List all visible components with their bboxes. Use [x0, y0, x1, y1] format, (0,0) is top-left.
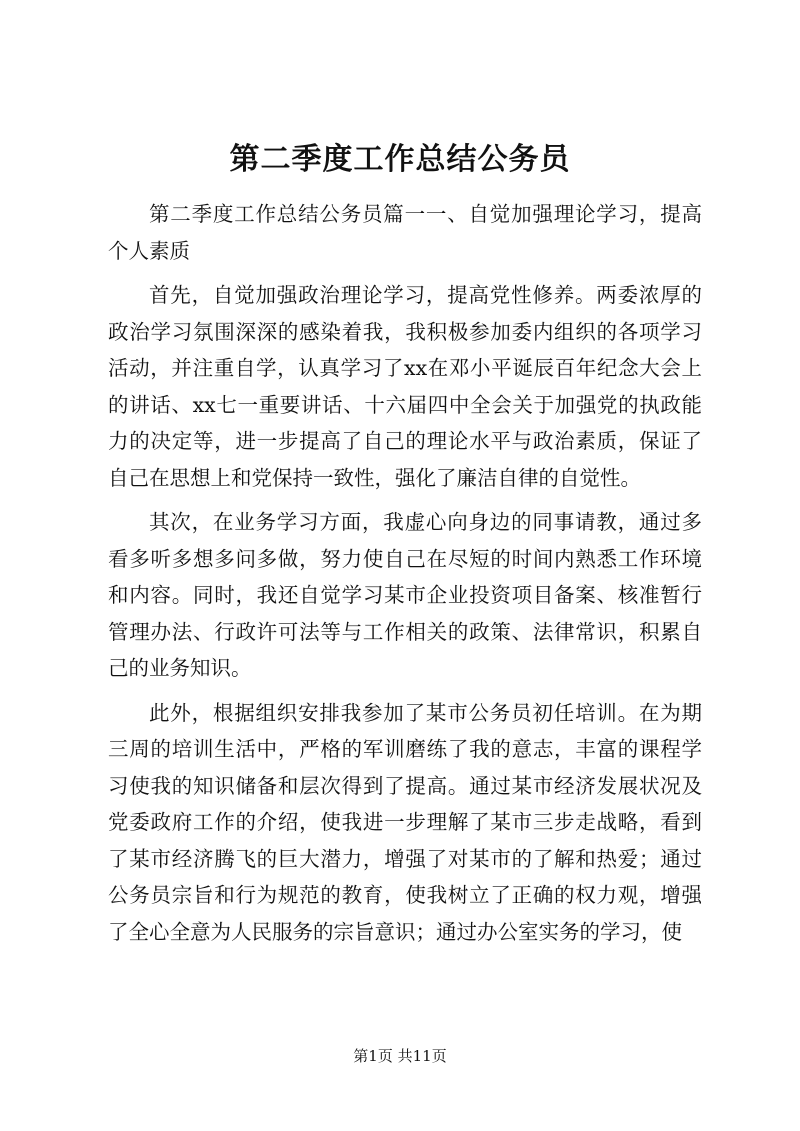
- paragraph-2: 首先，自觉加强政治理论学习，提高党性修养。两委浓厚的政治学习氛围深深的感染着我，我积极参加委内组织的各项学习活动，并注重自学，认真学习了xx在邓小平诞辰百年纪念大会上的讲话、xx七一重要讲话、十六届四中全会关于加强党的执政能力的决定等，进一步提高了自己的理论水平与政治素质，保证了自己在思想上和党保持一致性，强化了廉洁自律的自觉性。: [108, 283, 702, 490]
- paragraph-4: 此外，根据组织安排我参加了某市公务员初任培训。在为期三周的培训生活中，严格的军训磨练了我的意志，丰富的课程学习使我的知识储备和层次得到了提高。通过某市经济发展状况及党委政府工作的介绍，使我进一步理解了某市三步走战略，看到了某市经济腾飞的巨大潜力，增强了对某市的了解和热爱；通过公务员宗旨和行为规范的教育，使我树立了正确的权力观，增强了全心全意为人民服务的宗旨意识；通过办公室实务的学习，使: [108, 700, 702, 944]
- document-body: [108, 196, 702, 958]
- paragraph-3: 其次，在业务学习方面，我虚心向身边的同事请教，通过多看多听多想多问多做，努力使自己在尽短的时间内熟悉工作环境和内容。同时，我还自觉学习某市企业投资项目备案、核准暂行管理办法、行政许可法等与工作相关的政策、法律常识，积累自己的业务知识。: [108, 510, 702, 680]
- document-title: 第二季度工作总结公务员: [229, 142, 571, 177]
- paragraph-1: 第二季度工作总结公务员篇一一、自觉加强理论学习，提高个人素质: [108, 202, 702, 263]
- page-number-footer: 第1页 共11页: [353, 1047, 447, 1065]
